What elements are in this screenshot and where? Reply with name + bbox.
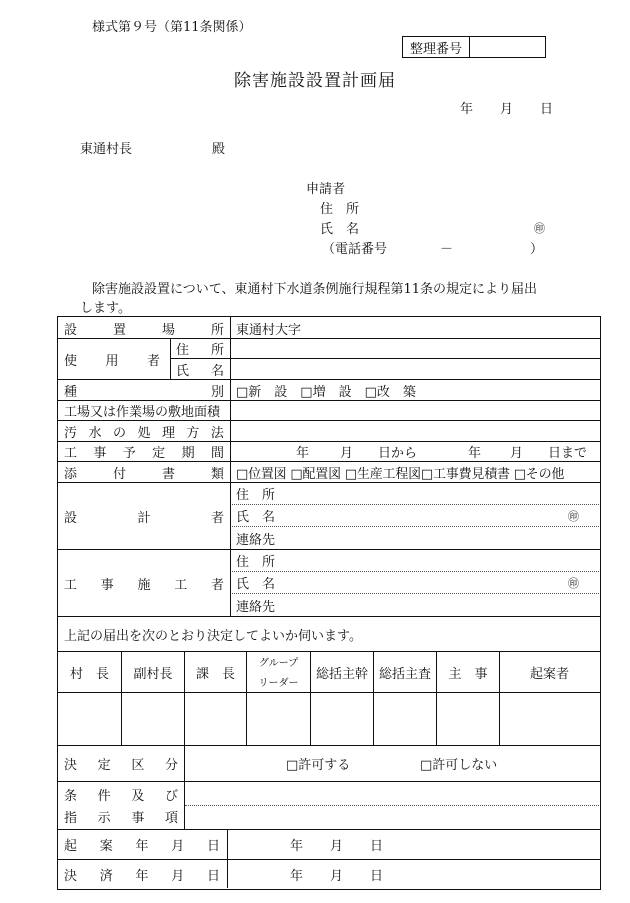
attachments-label: 添 付 書 類 [64,466,224,482]
user-label: 使 用 者 [64,353,160,369]
applicant-label: 申請者 [306,182,346,197]
period-end-month: 月 [510,446,524,461]
conditions-label-2: 指 示 事 項 [64,810,178,826]
body-text-line2: します。 [80,301,131,316]
period-start-month: 月 [340,446,354,461]
construction-period-label: 工 事 予 定 期 間 [64,446,224,461]
settle-day: 日 [370,868,384,884]
header-section-chief: 課 長 [195,666,235,682]
header-drafter: 起案者 [529,666,569,682]
date-year: 年 [460,102,474,117]
conditions-field[interactable] [186,782,599,828]
treatment-method-field[interactable] [232,422,598,440]
approval-stamp-row[interactable] [58,693,599,745]
seal-mark: ㊞ [568,509,579,523]
user-address-label: 住 所 [176,343,224,358]
header-officer: 主 事 [448,666,488,682]
header-group-leader-2: リーダー [258,678,299,689]
header-deputy-mayor: 副村長 [133,666,173,682]
decision-label: 決 定 区 分 [64,758,178,773]
form-number: 様式第９号（第11条関係） [92,20,252,35]
user-name-label: 氏 名 [176,363,224,379]
header-chief-inspector: 総括主査 [378,666,431,682]
treatment-method-label: 汚 水 の 処 理 方 法 [64,425,224,441]
settle-year: 年 [290,868,304,884]
builder-address-label: 住 所 [236,555,276,570]
header-mayor: 村 長 [69,666,109,682]
type-label: 種 別 [64,384,224,400]
header-chief-manager: 総括主幹 [315,666,368,682]
body-text-line1: 除害施設設置について、東通村下水道条例施行規程第11条の規定により届出 [92,282,538,297]
settle-month: 月 [330,868,344,884]
period-end-day: 日まで [548,446,588,461]
designer-address-label: 住 所 [236,488,276,503]
applicant-phone-label: （電話番号 [322,242,388,257]
site-area-field[interactable] [232,402,598,419]
reference-number-field[interactable] [470,37,545,57]
date-day: 日 [540,102,554,117]
builder-contact-label: 連絡先 [236,599,276,615]
permit-option[interactable]: □許可する [286,758,351,773]
seal-mark: ㊞ [568,576,579,590]
draft-year: 年 [290,839,304,854]
page-title: 除害施設設置計画届 [234,71,396,91]
addressee-honorific: 殿 [212,142,226,157]
designer-contact-label: 連絡先 [236,532,276,548]
conditions-label-1: 条 件 及 び [64,788,178,804]
applicant-address-label: 住 所 [320,202,360,217]
attachment-options[interactable]: □位置図 □配置図 □生産工程図□工事費見積書 □その他 [236,466,565,482]
site-area-label: 工場又は作業場の敷地面積 [64,405,221,420]
location-value: 東通村大字 [236,323,302,338]
designer-label: 設 計 者 [64,510,224,526]
draft-day: 日 [370,839,384,854]
period-end-year: 年 [468,446,482,461]
builder-name-label: 氏 名 [236,577,276,592]
phone-close: ） [530,242,544,257]
type-options[interactable]: □新 設 □増 設 □改 築 [236,384,416,400]
header-group-leader-1: グループ [258,658,299,669]
draft-date-label: 起 案 年 月 日 [64,839,220,854]
reference-number-box [402,36,546,58]
applicant-name-label: 氏 名 [320,222,360,237]
approval-note: 上記の届出を次のとおり決定してよいか伺います。 [64,628,362,644]
date-month: 月 [500,102,514,117]
settlement-date-label: 決 済 年 月 日 [64,868,220,884]
user-field[interactable] [232,340,598,378]
period-start-day: 日から [378,446,418,461]
addressee: 東通村長 [80,142,133,157]
deny-option[interactable]: □許可しない [420,758,498,773]
location-label: 設 置 場 所 [64,323,224,338]
reference-number-label: 整理番号 [403,37,470,57]
seal-mark: ㊞ [534,222,545,235]
designer-name-label: 氏 名 [236,510,276,525]
phone-dash: － [440,242,454,257]
period-start-year: 年 [296,446,310,461]
draft-month: 月 [330,839,344,854]
builder-label: 工 事 施 工 者 [64,577,224,593]
